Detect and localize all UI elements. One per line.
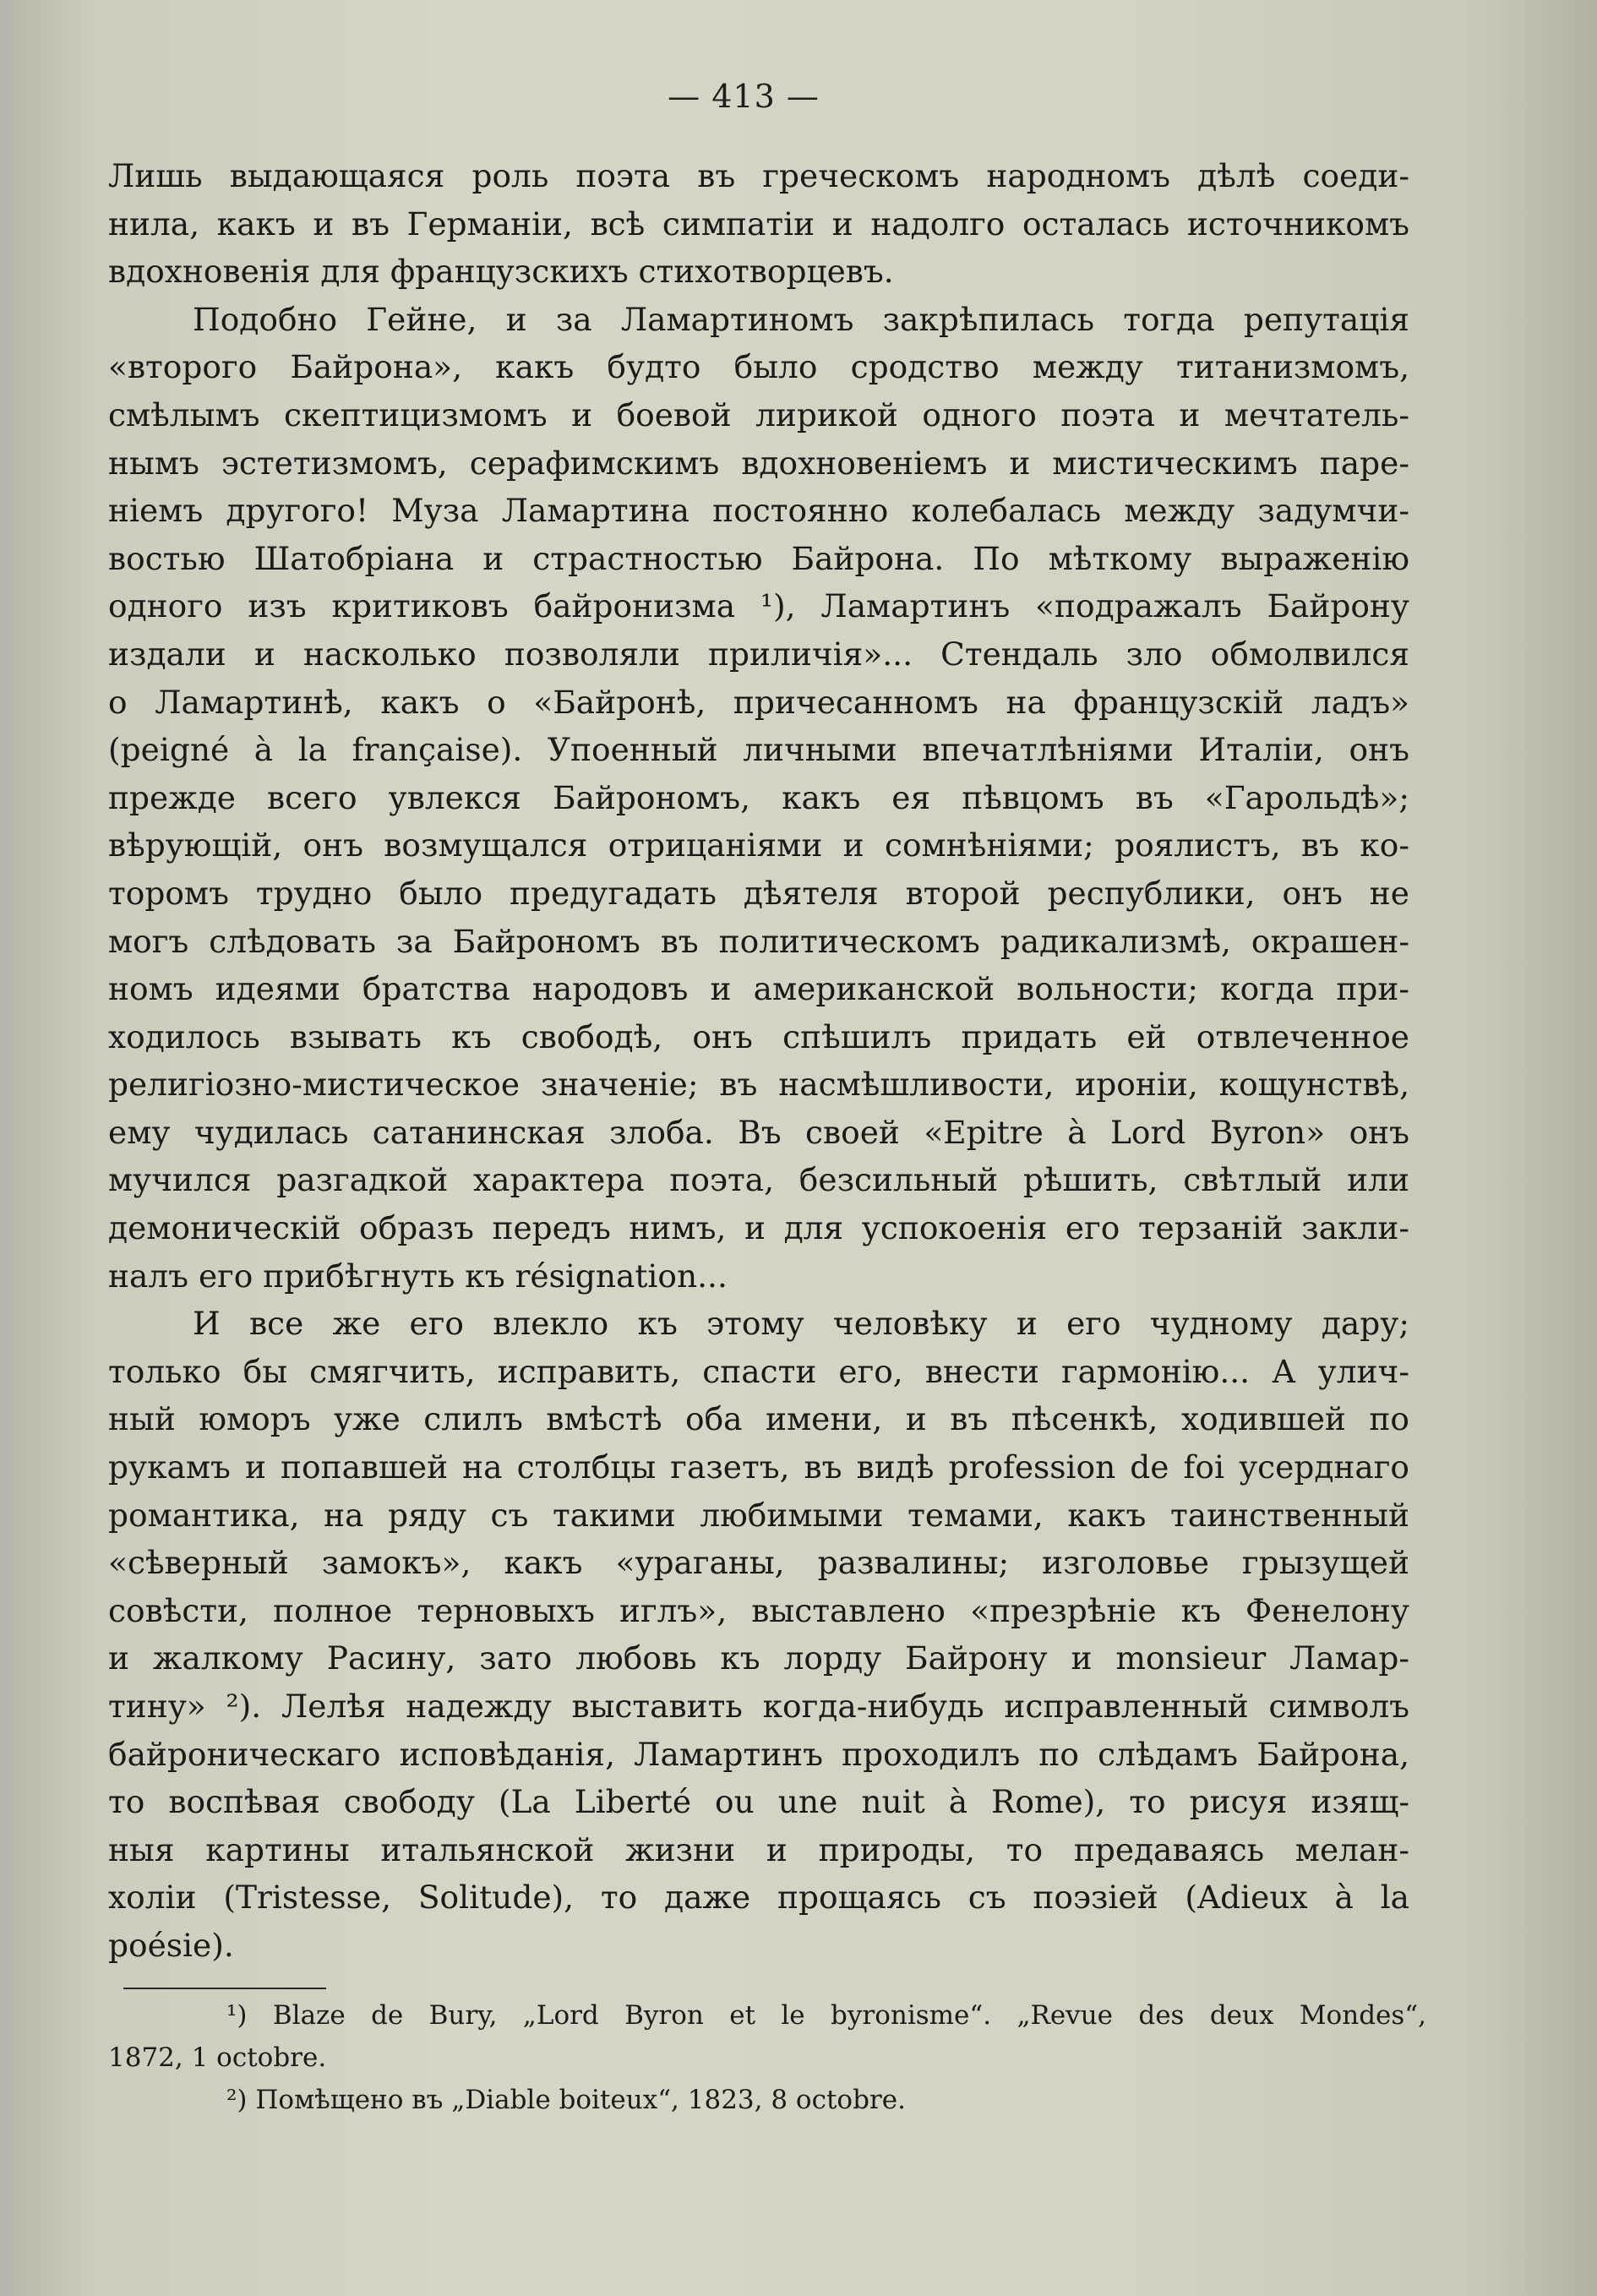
text-line: совѣсти, полное терновыхъ иглъ», выставлено «презрѣнiе къ Фенелону: [108, 1591, 1409, 1629]
text-line: (peigné à la française). Упоенный личными впечатлѣнiями Италiи, онъ: [108, 731, 1409, 769]
text-line: и жалкому Расину, зато любовь къ лорду Байрону и monsieur Ламар-: [108, 1639, 1409, 1677]
text-line: И все же его влекло къ этому человѣку и его чудному дару;: [193, 1305, 1409, 1343]
text-line: религiозно-мистическое значенiе; въ насмѣшливости, иронiи, кощунствѣ,: [108, 1066, 1409, 1104]
text-line: нымъ эстетизмомъ, серафимскимъ вдохновенiемъ и мистическимъ паре-: [108, 444, 1409, 482]
text-line: холiи (Tristesse, Solitude), то даже прощаясь съ поэзiей (Adieux à la: [108, 1879, 1409, 1917]
footnote-1: ¹) Blaze de Bury, „Lord Byron et le byronisme“. „Revue des deux Mondes“,: [226, 2000, 1426, 2031]
text-line: о Ламартинѣ, какъ о «Байронѣ, причесанномъ на французскiй ладъ»: [108, 683, 1409, 721]
footnote-1-continuation: 1872, 1 octobre.: [108, 2042, 327, 2073]
text-line: нiемъ другого! Муза Ламартина постоянно колебалась между задумчи-: [108, 492, 1409, 530]
text-line: рукамъ и попавшей на столбцы газетъ, въ видѣ profession de foi усерднаго: [108, 1448, 1409, 1486]
text-line: востью Шатобрiана и страстностью Байрона. По мѣткому выраженiю: [108, 539, 1409, 577]
text-line: poésie).: [108, 1926, 234, 1964]
page-number: — 413 —: [668, 78, 820, 115]
main-text: [108, 152, 1409, 1970]
text-line: только бы смягчить, исправить, спасти его, внести гармонiю... А улич-: [108, 1352, 1409, 1390]
footnote-divider: [123, 1988, 326, 1989]
text-line: нила, какъ и въ Германiи, всѣ симпатiи и надолго осталась источникомъ: [108, 205, 1409, 243]
text-line: то воспѣвая свободу (La Liberté ou une nuit à Rome), то рисуя изящ-: [108, 1783, 1409, 1821]
text-line: тину» ²). Лелѣя надежду выставить когда-нибудь исправленный символъ: [108, 1688, 1409, 1725]
text-line: романтика, на ряду съ такими любимыми темами, какъ таинственный: [108, 1496, 1409, 1534]
text-line: ходилось взывать къ свободѣ, онъ спѣшилъ придать ей отвлеченное: [108, 1017, 1409, 1055]
footnote-2: ²) Помѣщено въ „Diable boiteux“, 1823, 8 octobre.: [226, 2085, 906, 2115]
text-line: «сѣверный замокъ», какъ «ураганы, развалины; изголовье грызущей: [108, 1544, 1409, 1582]
text-line: ему чудилась сатанинская злоба. Въ своей «Epitre à Lord Byron» онъ: [108, 1113, 1409, 1151]
text-line: мучился разгадкой характера поэта, безсильный рѣшить, свѣтлый или: [108, 1161, 1409, 1199]
text-line: ный юморъ уже слилъ вмѣстѣ оба имени, и въ пѣсенкѣ, ходившей по: [108, 1400, 1409, 1438]
text-line: Подобно Гейне, и за Ламартиномъ закрѣпилась тогда репутацiя: [193, 300, 1409, 338]
text-line: одного изъ критиковъ байронизма ¹), Ламартинъ «подражалъ Байрону: [108, 587, 1409, 625]
text-line: демоническiй образъ передъ нимъ, и для успокоенiя его терзанiй закли-: [108, 1209, 1409, 1247]
text-line: торомъ трудно было предугадать дѣятеля второй республики, онъ не: [108, 874, 1409, 912]
text-line: «второго Байрона», какъ будто было сродство между титанизмомъ,: [108, 348, 1409, 386]
text-line: вѣрующiй, онъ возмущался отрицанiями и сомнѣнiями; роялистъ, въ ко-: [108, 826, 1409, 864]
text-line: номъ идеями братства народовъ и американской вольности; когда при-: [108, 970, 1409, 1008]
text-line: издали и насколько позволяли приличiя»... Стендаль зло обмолвился: [108, 635, 1409, 673]
text-line: смѣлымъ скептицизмомъ и боевой лирикой одного поэта и мечтатель-: [108, 395, 1409, 434]
text-line: Лишь выдающаяся роль поэта въ греческомъ народномъ дѣлѣ соеди-: [108, 157, 1409, 194]
text-line: налъ его прибѣгнуть къ résignation...: [108, 1257, 728, 1295]
text-line: ныя картины итальянской жизни и природы, то предаваясь мелан-: [108, 1830, 1409, 1868]
text-line: могъ слѣдовать за Байрономъ въ политическомъ радикализмѣ, окрашен-: [108, 922, 1409, 960]
text-line: прежде всего увлекся Байрономъ, какъ ея пѣвцомъ въ «Гарольдѣ»;: [108, 778, 1409, 816]
footnotes: [108, 1994, 1426, 2121]
text-line: байроническаго исповѣданiя, Ламартинъ проходилъ по слѣдамъ Байрона,: [108, 1735, 1409, 1773]
text-line: вдохновенiя для французскихъ стихотворцевъ.: [108, 253, 894, 291]
